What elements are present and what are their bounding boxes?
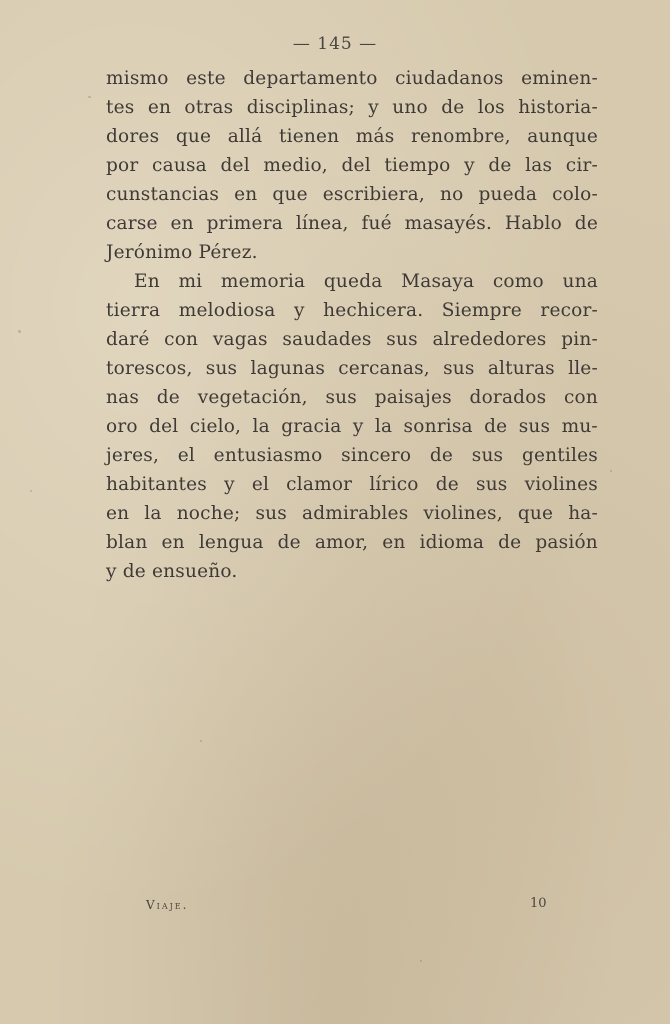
text-line — [106, 122, 598, 151]
word: sincero — [341, 445, 412, 466]
word: habitantes — [106, 474, 207, 495]
word: en — [147, 97, 172, 118]
word: ciudadanos — [395, 68, 504, 89]
word: allá — [227, 126, 263, 147]
text-line — [106, 209, 598, 238]
word: idioma — [419, 532, 485, 553]
body-text — [106, 64, 598, 586]
word: de — [122, 561, 153, 582]
word: nas — [106, 387, 140, 408]
word: aunque — [527, 126, 598, 147]
word: entusiasmo — [213, 445, 323, 466]
word: lagunas — [250, 358, 326, 379]
word: del — [341, 155, 371, 176]
word: torescos, — [106, 358, 193, 379]
word: admirables — [301, 503, 409, 524]
word: violines, — [423, 503, 503, 524]
word: uno — [392, 97, 428, 118]
paper-speck — [88, 96, 91, 98]
word: de — [156, 387, 180, 408]
word: sonrisa — [403, 416, 473, 437]
word: que — [517, 503, 554, 524]
word: violines — [524, 474, 598, 495]
word: sus — [518, 416, 551, 437]
footer-signature: Viaje. — [146, 898, 189, 912]
word: sus — [443, 358, 475, 379]
word: gracia — [281, 416, 342, 437]
word: lengua — [198, 532, 264, 553]
paper-speck — [30, 490, 32, 492]
word: y — [294, 300, 305, 321]
text-line — [106, 528, 598, 557]
word: masayés. — [404, 213, 493, 234]
text-line — [106, 93, 598, 122]
word: que — [272, 184, 308, 205]
word: este — [186, 68, 226, 89]
word: medio, — [263, 155, 328, 176]
word: Siempre — [441, 300, 522, 321]
word: una — [562, 271, 598, 292]
text-line — [106, 383, 598, 412]
word: saudades — [282, 329, 372, 350]
word: el — [251, 474, 270, 495]
word: otras — [184, 97, 234, 118]
word: clamor — [286, 474, 353, 495]
word: fué — [361, 213, 392, 234]
paper-speck — [610, 470, 612, 472]
word: línea, — [295, 213, 349, 234]
footer-sheet-number: 10 — [530, 896, 547, 911]
word: pasión — [535, 532, 598, 553]
word: alrededores — [432, 329, 547, 350]
word: vagas — [212, 329, 268, 350]
text-line — [106, 296, 598, 325]
word: sus — [386, 329, 418, 350]
word: el — [177, 445, 195, 466]
word: tiempo — [384, 155, 451, 176]
paper-speck — [18, 330, 21, 333]
page-number: — 145 — — [292, 34, 378, 54]
word: sus — [476, 474, 508, 495]
word: de — [429, 445, 454, 466]
text-line — [106, 151, 598, 180]
word: la — [144, 503, 162, 524]
word: tienen — [278, 126, 340, 147]
word: primera — [206, 213, 283, 234]
word: los — [477, 97, 505, 118]
word: causa — [152, 155, 207, 176]
word: cir- — [565, 155, 598, 176]
word: con — [563, 387, 598, 408]
word: de — [498, 532, 522, 553]
text-line — [106, 354, 598, 383]
word: de — [277, 532, 301, 553]
word: queda — [323, 271, 383, 292]
word: paisajes — [374, 387, 452, 408]
text-line — [106, 412, 598, 441]
paper-speck — [200, 740, 202, 742]
word: oro — [106, 416, 138, 437]
word: con — [164, 329, 199, 350]
word: en — [161, 532, 185, 553]
text-line — [106, 180, 598, 209]
text-line — [106, 557, 598, 586]
word: recor- — [540, 300, 598, 321]
word: tes — [106, 97, 135, 118]
word: En — [134, 271, 160, 292]
word: no — [440, 184, 464, 205]
word: jeres, — [106, 445, 160, 466]
word: sus — [255, 503, 287, 524]
word: del — [220, 155, 250, 176]
word: en — [382, 532, 406, 553]
word: disciplinas; — [246, 97, 355, 118]
word: de — [484, 416, 508, 437]
word: blan — [106, 532, 148, 553]
word: memoria — [220, 271, 306, 292]
word: colo- — [552, 184, 598, 205]
word: que — [175, 126, 212, 147]
text-line — [106, 64, 598, 93]
word: cielo, — [189, 416, 242, 437]
word: sus — [471, 445, 504, 466]
word: lírico — [369, 474, 419, 495]
word: renombre, — [410, 126, 511, 147]
word: dorados — [469, 387, 547, 408]
paper-speck — [420, 960, 422, 962]
text-line — [106, 470, 598, 499]
word: dores — [106, 126, 160, 147]
word: y — [464, 155, 475, 176]
word: carse — [106, 213, 158, 234]
word: en — [234, 184, 258, 205]
word: departamento — [243, 68, 378, 89]
word: Hablo — [504, 213, 562, 234]
word: de — [441, 97, 465, 118]
word: escribiera, — [322, 184, 425, 205]
word: de — [488, 155, 512, 176]
word: en — [170, 213, 194, 234]
word: del — [149, 416, 179, 437]
word: de — [574, 213, 598, 234]
word: y — [352, 416, 364, 437]
text-line — [106, 267, 598, 296]
word: gentiles — [521, 445, 598, 466]
word: pueda — [478, 184, 538, 205]
word: tierra — [106, 300, 161, 321]
text-line — [106, 499, 598, 528]
word: Masaya — [401, 271, 475, 292]
word: sus — [205, 358, 238, 379]
word: cercanas, — [338, 358, 430, 379]
word: lle- — [568, 358, 598, 379]
word: noche; — [176, 503, 241, 524]
word: eminen- — [521, 68, 598, 89]
word: como — [492, 271, 544, 292]
word: la — [252, 416, 270, 437]
word: ensueño. — [152, 561, 238, 582]
word: historia- — [518, 97, 598, 118]
word: mismo — [106, 68, 169, 89]
text-line — [106, 325, 598, 354]
text-line — [106, 441, 598, 470]
word: pin- — [561, 329, 598, 350]
word: las — [525, 155, 553, 176]
word: cunstancias — [106, 184, 220, 205]
word: ha- — [568, 503, 598, 524]
word: y — [106, 561, 123, 582]
word: y — [368, 97, 379, 118]
word: vegetación, — [197, 387, 308, 408]
word: mu- — [561, 416, 598, 437]
word: sus — [325, 387, 357, 408]
word: melodiosa — [178, 300, 276, 321]
word: alturas — [487, 358, 555, 379]
word: de — [435, 474, 459, 495]
word: Jerónimo — [106, 242, 199, 263]
word: en — [106, 503, 130, 524]
text-line — [106, 238, 598, 267]
word: más — [355, 126, 395, 147]
word: amor, — [314, 532, 369, 553]
word: y — [224, 474, 235, 495]
word: Pérez. — [198, 242, 258, 263]
word: daré — [106, 329, 150, 350]
word: por — [106, 155, 139, 176]
word: mi — [178, 271, 203, 292]
word: la — [374, 416, 393, 437]
word: hechicera. — [323, 300, 424, 321]
